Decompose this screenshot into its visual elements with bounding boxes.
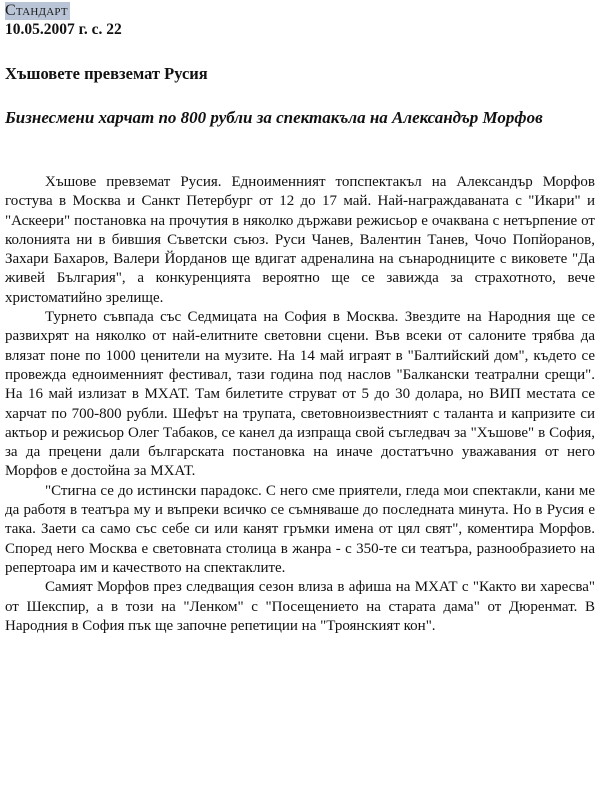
newspaper-source-name[interactable]: Стандарт (5, 2, 68, 19)
publication-date-line: 10.05.2007 г. с. 22 (5, 21, 122, 38)
article-body (5, 173, 595, 636)
article-title: Хъшовете превземат Русия (5, 64, 208, 83)
article-subtitle: Бизнесмени харчат по 800 рубли за спектакъла на Александър Морфов (5, 108, 543, 127)
newspaper-clipping (5, 2, 595, 636)
article-paragraph: "Стигна се до истински парадокс. С него сме приятели, гледа мои спектакли, кани ме да работя в театъра му и въпреки всичко се съмняваше до последната минута. Но в Русия е така. Заети са само със себе си или канят гръмки имена от цял свят", коментира Морфов. Според него Москва е световната столица в жанра - с 350-те си театъра, разнообразието на репертоара им и качеството на спектаклите. (5, 482, 595, 576)
article-paragraph: Хъшове превземат Русия. Едноименният топспектакъл на Александър Морфов гостува в Москва и Санкт Петербург от 12 до 17 май. Най-награждаваната с "Икари" и "Аскеери" постановка на прочутия в няколко държави режисьор е очаквана с нетърпение от колонията ни в бившия Съветски съюз. Руси Чанев, Валентин Танев, Чочо Попйоранов, Захари Бахаров, Валери Йорданов ще вдигат адреналина на сънародниците с виковете "Да живей България", а конкуренцията вероятно ще се завижда за страхотното, вече христоматийно зрелище. (5, 174, 595, 306)
source-header (5, 2, 595, 20)
article-paragraph: Самият Морфов през следващия сезон влиза в афиша на МХАТ с "Както ви харесва" от Шекспир, а в този на "Ленком" с "Посещението на старата дама" от Дюренмат. В Народния в София пък ще започне репетиции на "Троянският кон". (5, 579, 595, 634)
article-paragraph: Турнето съвпада със Седмицата на София в Москва. Звездите на Народния ще се развихрят на няколко от най-елитните световни сцени. Във всеки от салоните трябва да влязат поне по 1000 ценители на музите. На 14 май играят в "Балтийский дом", където се провежда едноименният фестивал, тази година под наслов "Балкански театрални срещи". На 16 май излизат в МХАТ. Там билетите струват от 5 до 30 долара, но ВИП местата се харчат по 700-800 рубли. Шефът на трупата, световноизвестният с таланта и капризите си актьор и режисьор Олег Табаков, се канел да изпраща свой съгледвач за "Хъшове" в София, за да прецени дали българската постановка на иначе достатъчно уважавания от него Морфов е достойна за МХАТ. (5, 309, 595, 480)
